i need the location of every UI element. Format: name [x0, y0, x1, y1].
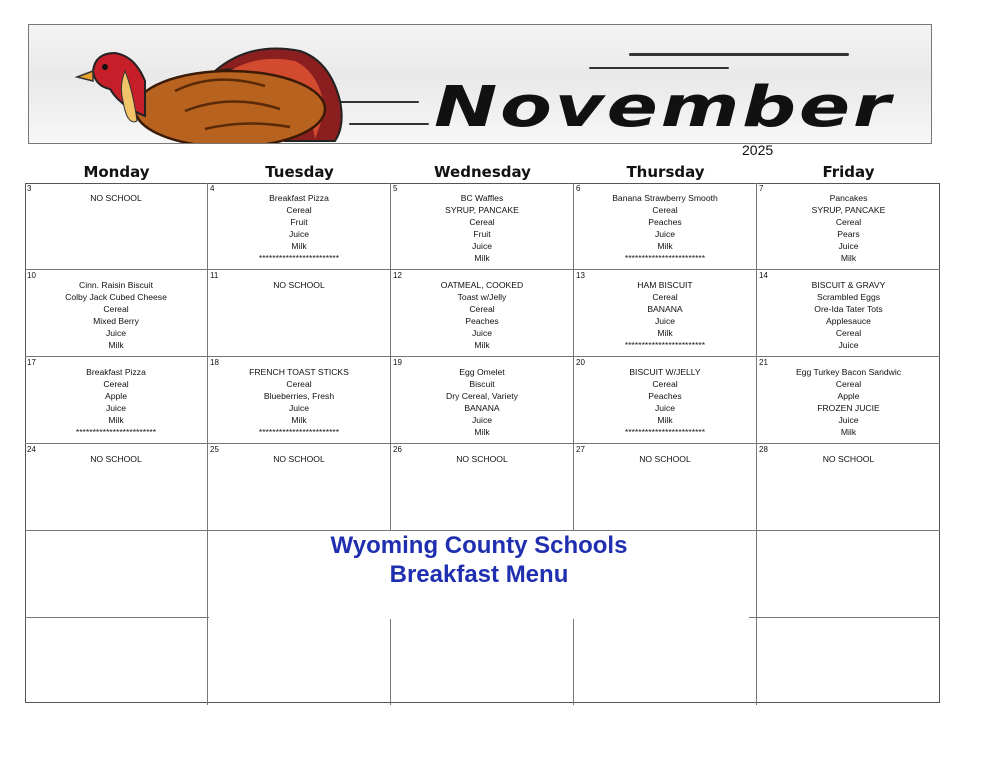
- menu-items: [757, 367, 940, 438]
- day-cell: [25, 357, 208, 444]
- menu-item: OATMEAL, COOKED: [440, 280, 524, 290]
- menu-item: Juice: [838, 240, 859, 251]
- day-cell: [208, 183, 391, 270]
- menu-item: Cereal: [469, 216, 495, 227]
- day-cell: [25, 270, 208, 357]
- menu-item: Milk: [291, 414, 307, 425]
- menu-item: Apple: [105, 390, 127, 401]
- day-cell: [208, 444, 391, 531]
- menu-items: [208, 367, 390, 438]
- date-number: 5: [393, 184, 398, 193]
- day-header-thursday: Thursday: [626, 163, 705, 181]
- menu-item: NO SCHOOL: [90, 454, 142, 464]
- menu-item: Cinn. Raisin Biscuit: [78, 280, 154, 290]
- day-cell: [574, 270, 757, 357]
- year-label: 2025: [742, 142, 774, 158]
- date-number: 17: [27, 358, 36, 367]
- menu-item: Juice: [288, 402, 310, 413]
- menu-items: [574, 367, 756, 438]
- calendar-grid: [25, 183, 940, 703]
- menu-item: Egg Omelet: [459, 367, 505, 377]
- menu-items: [757, 454, 940, 466]
- menu-item: Milk: [840, 426, 857, 437]
- menu-items: [391, 280, 573, 351]
- menu-item: NO SCHOOL: [273, 454, 325, 464]
- menu-item: SYRUP, PANCAKE: [811, 204, 886, 215]
- menu-item: Applesauce: [826, 315, 871, 326]
- menu-items: [757, 193, 940, 264]
- date-number: 28: [759, 445, 768, 454]
- menu-item: Cereal: [835, 216, 862, 227]
- menu-item: Peaches: [465, 315, 499, 326]
- menu-item: Mixed Berry: [93, 315, 139, 326]
- day-cell: [391, 270, 574, 357]
- menu-item: ************************: [624, 252, 706, 263]
- menu-item: BANANA: [647, 303, 683, 314]
- menu-item: Toast w/Jelly: [457, 291, 507, 302]
- menu-item: ************************: [624, 426, 706, 437]
- menu-item: Fruit: [473, 228, 491, 239]
- menu-item: Juice: [471, 327, 493, 338]
- menu-item: Fruit: [290, 216, 308, 227]
- menu-item: BANANA: [464, 402, 500, 413]
- date-number: 12: [393, 271, 402, 280]
- menu-items: [208, 454, 390, 466]
- menu-type: Breakfast Menu: [389, 561, 569, 588]
- day-cell: [25, 618, 208, 705]
- menu-items: [574, 193, 756, 264]
- menu-item: Milk: [474, 252, 490, 263]
- menu-items: [757, 280, 940, 351]
- menu-item: HAM BISCUIT: [637, 280, 693, 290]
- day-cell: [25, 183, 208, 270]
- menu-item: Cereal: [469, 303, 495, 314]
- menu-item: Cereal: [286, 378, 312, 389]
- date-number: 14: [759, 271, 768, 280]
- menu-item: Cereal: [103, 303, 129, 314]
- menu-item: FRENCH TOAST STICKS: [249, 367, 349, 377]
- menu-item: Milk: [657, 240, 673, 251]
- menu-item: Pancakes: [829, 193, 868, 203]
- menu-item: Juice: [654, 402, 676, 413]
- menu-item: Cereal: [652, 204, 678, 215]
- menu-title: [209, 531, 749, 619]
- menu-item: Milk: [108, 414, 124, 425]
- menu-items: [25, 193, 207, 205]
- day-cell: [574, 357, 757, 444]
- date-number: 26: [393, 445, 402, 454]
- date-number: 27: [576, 445, 585, 454]
- menu-item: NO SCHOOL: [456, 454, 508, 464]
- menu-item: NO SCHOOL: [822, 454, 875, 464]
- menu-item: ************************: [258, 426, 340, 437]
- day-cell: [208, 618, 391, 705]
- menu-item: Juice: [288, 228, 310, 239]
- date-number: 11: [210, 271, 219, 280]
- school-name: Wyoming County Schools: [330, 532, 628, 559]
- menu-item: NO SCHOOL: [273, 280, 325, 290]
- menu-item: Juice: [838, 339, 859, 350]
- date-number: 21: [759, 358, 768, 367]
- day-cell: [757, 444, 940, 531]
- menu-items: [391, 193, 573, 264]
- date-number: 19: [393, 358, 402, 367]
- menu-items: [25, 454, 207, 466]
- menu-item: ************************: [258, 252, 340, 263]
- day-cell: [391, 357, 574, 444]
- menu-item: Colby Jack Cubed Cheese: [65, 291, 167, 302]
- day-cell: [574, 444, 757, 531]
- menu-items: [208, 280, 390, 292]
- menu-item: Breakfast Pizza: [269, 193, 329, 203]
- menu-items: [391, 367, 573, 438]
- menu-item: Milk: [657, 327, 673, 338]
- menu-items: [25, 280, 207, 351]
- menu-item: Cereal: [286, 204, 312, 215]
- menu-item: Milk: [474, 339, 490, 350]
- day-cell: [757, 531, 940, 618]
- menu-item: Cereal: [652, 291, 678, 302]
- menu-item: Milk: [840, 252, 857, 263]
- header-banner: [28, 24, 932, 144]
- menu-item: Milk: [657, 414, 673, 425]
- menu-item: Cereal: [103, 378, 129, 389]
- date-number: 4: [210, 184, 215, 193]
- date-number: 3: [27, 184, 32, 193]
- day-cell: [25, 531, 208, 618]
- menu-item: Juice: [105, 402, 127, 413]
- date-number: 13: [576, 271, 585, 280]
- menu-item: Dry Cereal, Variety: [446, 390, 518, 401]
- menu-items: [574, 454, 756, 466]
- menu-items: [25, 367, 207, 438]
- month-title: November: [434, 75, 893, 140]
- menu-items: [391, 454, 573, 466]
- day-cell: [391, 618, 574, 705]
- menu-item: Scrambled Eggs: [816, 291, 881, 302]
- menu-item: Biscuit: [469, 378, 495, 389]
- menu-item: Cereal: [652, 378, 678, 389]
- menu-item: Juice: [838, 414, 859, 425]
- day-cell: [757, 270, 940, 357]
- date-number: 10: [27, 271, 36, 280]
- menu-item: Milk: [291, 240, 307, 251]
- day-header-friday: Friday: [822, 163, 875, 181]
- day-cell: [757, 183, 940, 270]
- menu-item: Blueberries, Fresh: [263, 390, 335, 401]
- day-header-tuesday: Tuesday: [265, 163, 334, 181]
- menu-item: Egg Turkey Bacon Sandwic: [795, 367, 902, 377]
- turkey-icon: [65, 31, 365, 143]
- menu-item: Cereal: [835, 378, 862, 389]
- menu-item: Juice: [105, 327, 127, 338]
- day-header-monday: Monday: [83, 163, 150, 181]
- menu-item: Juice: [471, 240, 493, 251]
- menu-item: Peaches: [648, 390, 682, 401]
- menu-item: Milk: [474, 426, 490, 437]
- menu-item: Breakfast Pizza: [86, 367, 146, 377]
- menu-item: Juice: [654, 315, 676, 326]
- day-header-wednesday: Wednesday: [434, 163, 531, 181]
- menu-item: Pears: [837, 228, 860, 239]
- day-cell: [391, 183, 574, 270]
- date-number: 18: [210, 358, 219, 367]
- menu-item: NO SCHOOL: [90, 193, 142, 203]
- date-number: 6: [576, 184, 581, 193]
- menu-items: [574, 280, 756, 351]
- day-cell: [208, 270, 391, 357]
- day-cell: [574, 618, 757, 705]
- date-number: 7: [759, 184, 764, 193]
- menu-item: Peaches: [648, 216, 682, 227]
- day-cell: [25, 444, 208, 531]
- menu-item: BC Waffles: [460, 193, 504, 203]
- date-number: 24: [27, 445, 36, 454]
- menu-item: Banana Strawberry Smooth: [612, 193, 718, 203]
- day-cell: [757, 357, 940, 444]
- day-cell: [574, 183, 757, 270]
- menu-item: Apple: [837, 390, 860, 401]
- day-cell: [757, 618, 940, 705]
- menu-item: ************************: [75, 426, 157, 437]
- menu-item: Juice: [654, 228, 676, 239]
- menu-item: NO SCHOOL: [639, 454, 691, 464]
- day-cell: [208, 357, 391, 444]
- menu-items: [208, 193, 390, 264]
- menu-item: ************************: [624, 339, 706, 350]
- menu-item: SYRUP, PANCAKE: [445, 204, 519, 215]
- menu-item: Milk: [108, 339, 124, 350]
- day-cell: [391, 444, 574, 531]
- menu-item: BISCUIT & GRAVY: [811, 280, 886, 290]
- menu-item: Cereal: [835, 327, 862, 338]
- date-number: 20: [576, 358, 585, 367]
- menu-item: Ore-Ida Tater Tots: [814, 303, 883, 314]
- menu-item: FROZEN JUCIE: [817, 402, 880, 413]
- menu-item: Juice: [471, 414, 493, 425]
- date-number: 25: [210, 445, 219, 454]
- menu-item: BISCUIT W/JELLY: [629, 367, 701, 377]
